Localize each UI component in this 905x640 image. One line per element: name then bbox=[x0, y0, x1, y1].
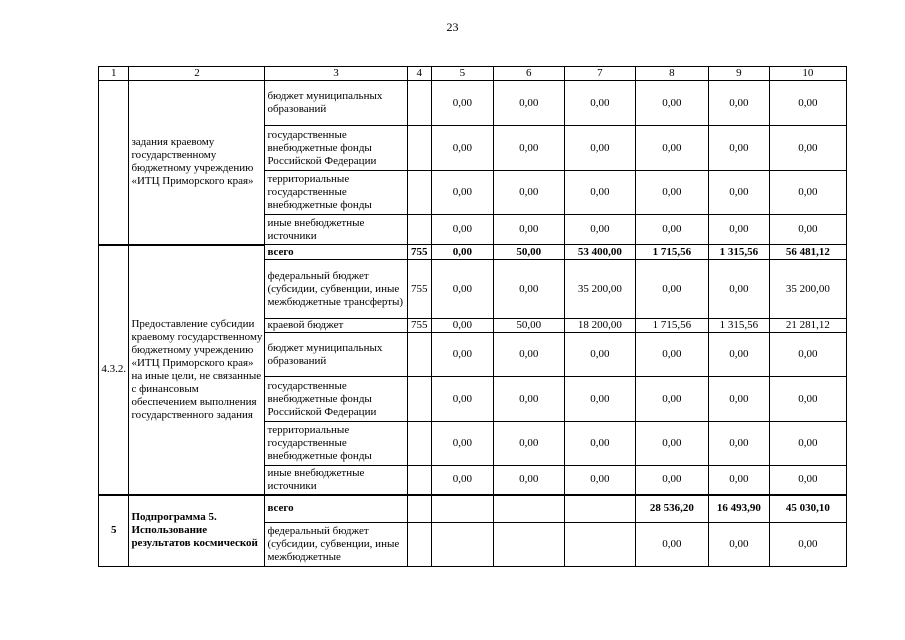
value-cell: 0,00 bbox=[493, 81, 564, 126]
value-cell: 0,00 bbox=[708, 523, 769, 567]
value-cell: 0,00 bbox=[493, 466, 564, 495]
value-cell: 0,00 bbox=[769, 171, 846, 215]
table-row bbox=[99, 81, 847, 126]
value-cell: 0,00 bbox=[431, 245, 493, 260]
value-cell: 1 715,56 bbox=[635, 245, 708, 260]
budget-code: 755 bbox=[407, 319, 431, 333]
budget-code bbox=[407, 81, 431, 126]
value-cell: 0,00 bbox=[493, 215, 564, 245]
value-cell: 50,00 bbox=[493, 319, 564, 333]
funding-source: федеральный бюджет (субсидии, субвенции, иные межбюджетные bbox=[265, 523, 407, 567]
value-cell: 0,00 bbox=[493, 260, 564, 319]
value-cell: 0,00 bbox=[564, 422, 635, 466]
value-cell: 0,00 bbox=[708, 126, 769, 171]
budget-code bbox=[407, 333, 431, 377]
value-cell: 45 030,10 bbox=[769, 495, 846, 523]
value-cell bbox=[493, 523, 564, 567]
value-cell bbox=[564, 495, 635, 523]
value-cell: 0,00 bbox=[708, 81, 769, 126]
funding-source: бюджет муниципальных образований bbox=[265, 81, 407, 126]
value-cell: 0,00 bbox=[564, 81, 635, 126]
value-cell: 0,00 bbox=[769, 466, 846, 495]
col-header: 4 bbox=[407, 67, 431, 81]
value-cell: 0,00 bbox=[769, 523, 846, 567]
value-cell: 0,00 bbox=[431, 126, 493, 171]
value-cell: 0,00 bbox=[708, 466, 769, 495]
funding-source: государственные внебюджетные фонды Российской Федерации bbox=[265, 126, 407, 171]
value-cell: 0,00 bbox=[635, 215, 708, 245]
col-header: 1 bbox=[99, 67, 129, 81]
value-cell: 0,00 bbox=[431, 333, 493, 377]
value-cell: 35 200,00 bbox=[769, 260, 846, 319]
value-cell: 0,00 bbox=[431, 377, 493, 422]
funding-source: государственные внебюджетные фонды Российской Федерации bbox=[265, 377, 407, 422]
table-row bbox=[99, 495, 847, 523]
value-cell: 0,00 bbox=[708, 260, 769, 319]
value-cell: 0,00 bbox=[564, 215, 635, 245]
budget-code bbox=[407, 422, 431, 466]
funding-source: территориальные государственные внебюджетные фонды bbox=[265, 171, 407, 215]
value-cell: 0,00 bbox=[564, 377, 635, 422]
value-cell: 0,00 bbox=[708, 215, 769, 245]
value-cell: 0,00 bbox=[493, 126, 564, 171]
funding-source: краевой бюджет bbox=[265, 319, 407, 333]
budget-code bbox=[407, 495, 431, 523]
budget-code bbox=[407, 215, 431, 245]
value-cell: 1 715,56 bbox=[635, 319, 708, 333]
value-cell: 50,00 bbox=[493, 245, 564, 260]
value-cell: 0,00 bbox=[493, 171, 564, 215]
value-cell: 0,00 bbox=[635, 333, 708, 377]
budget-code: 755 bbox=[407, 245, 431, 260]
value-cell: 0,00 bbox=[769, 81, 846, 126]
value-cell: 0,00 bbox=[635, 171, 708, 215]
funding-source: иные внебюджетные источники bbox=[265, 215, 407, 245]
page-number: 23 bbox=[446, 20, 459, 34]
value-cell: 56 481,12 bbox=[769, 245, 846, 260]
value-cell: 21 281,12 bbox=[769, 319, 846, 333]
value-cell: 0,00 bbox=[431, 215, 493, 245]
budget-code bbox=[407, 377, 431, 422]
value-cell: 0,00 bbox=[493, 377, 564, 422]
value-cell: 0,00 bbox=[431, 81, 493, 126]
col-header: 7 bbox=[564, 67, 635, 81]
row-number bbox=[99, 81, 129, 245]
value-cell: 0,00 bbox=[769, 377, 846, 422]
value-cell: 0,00 bbox=[635, 422, 708, 466]
col-header: 9 bbox=[708, 67, 769, 81]
measure-description: Предоставление субсидии краевому государственному бюджетному учреждению «ИТЦ Приморского края» на иные цели, не связанные с финансовым обеспечением выполнения государственного задания bbox=[129, 245, 265, 495]
measure-description: задания краевому государственному бюджетному учреждению «ИТЦ Приморского края» bbox=[129, 81, 265, 245]
value-cell: 1 315,56 bbox=[708, 319, 769, 333]
value-cell bbox=[431, 523, 493, 567]
funding-source: всего bbox=[265, 495, 407, 523]
value-cell bbox=[564, 523, 635, 567]
value-cell: 0,00 bbox=[431, 260, 493, 319]
value-cell bbox=[431, 495, 493, 523]
value-cell: 35 200,00 bbox=[564, 260, 635, 319]
col-header: 10 bbox=[769, 67, 846, 81]
value-cell: 0,00 bbox=[493, 333, 564, 377]
value-cell: 0,00 bbox=[769, 126, 846, 171]
value-cell: 0,00 bbox=[635, 523, 708, 567]
col-header: 8 bbox=[635, 67, 708, 81]
col-header: 6 bbox=[493, 67, 564, 81]
funding-source: всего bbox=[265, 245, 407, 260]
value-cell: 0,00 bbox=[431, 171, 493, 215]
value-cell: 0,00 bbox=[635, 81, 708, 126]
col-header: 5 bbox=[431, 67, 493, 81]
value-cell: 0,00 bbox=[708, 171, 769, 215]
value-cell: 0,00 bbox=[769, 215, 846, 245]
funding-source: федеральный бюджет (субсидии, субвенции, иные межбюджетные трансферты) bbox=[265, 260, 407, 319]
value-cell: 0,00 bbox=[431, 422, 493, 466]
value-cell: 0,00 bbox=[708, 333, 769, 377]
value-cell: 18 200,00 bbox=[564, 319, 635, 333]
col-header: 3 bbox=[265, 67, 407, 81]
row-number: 4.3.2. bbox=[99, 245, 129, 495]
measure-description: Подпрограмма 5. Использование результатов космической bbox=[129, 495, 265, 567]
header-row bbox=[99, 67, 847, 81]
value-cell: 0,00 bbox=[431, 319, 493, 333]
value-cell: 0,00 bbox=[635, 466, 708, 495]
value-cell: 0,00 bbox=[635, 260, 708, 319]
value-cell: 0,00 bbox=[708, 377, 769, 422]
value-cell: 0,00 bbox=[564, 171, 635, 215]
budget-table bbox=[98, 66, 847, 567]
budget-code bbox=[407, 171, 431, 215]
col-header: 2 bbox=[129, 67, 265, 81]
value-cell: 0,00 bbox=[493, 422, 564, 466]
budget-code bbox=[407, 126, 431, 171]
value-cell: 53 400,00 bbox=[564, 245, 635, 260]
funding-source: бюджет муниципальных образований bbox=[265, 333, 407, 377]
value-cell: 16 493,90 bbox=[708, 495, 769, 523]
value-cell: 0,00 bbox=[564, 126, 635, 171]
value-cell: 0,00 bbox=[635, 126, 708, 171]
value-cell: 28 536,20 bbox=[635, 495, 708, 523]
budget-code bbox=[407, 466, 431, 495]
funding-source: территориальные государственные внебюджетные фонды bbox=[265, 422, 407, 466]
value-cell: 0,00 bbox=[564, 333, 635, 377]
value-cell: 0,00 bbox=[769, 422, 846, 466]
table-row bbox=[99, 245, 847, 260]
value-cell: 0,00 bbox=[635, 377, 708, 422]
value-cell: 0,00 bbox=[431, 466, 493, 495]
value-cell: 0,00 bbox=[769, 333, 846, 377]
value-cell: 1 315,56 bbox=[708, 245, 769, 260]
funding-source: иные внебюджетные источники bbox=[265, 466, 407, 495]
value-cell: 0,00 bbox=[708, 422, 769, 466]
value-cell bbox=[493, 495, 564, 523]
budget-code bbox=[407, 523, 431, 567]
row-number: 5 bbox=[99, 495, 129, 567]
budget-code: 755 bbox=[407, 260, 431, 319]
value-cell: 0,00 bbox=[564, 466, 635, 495]
